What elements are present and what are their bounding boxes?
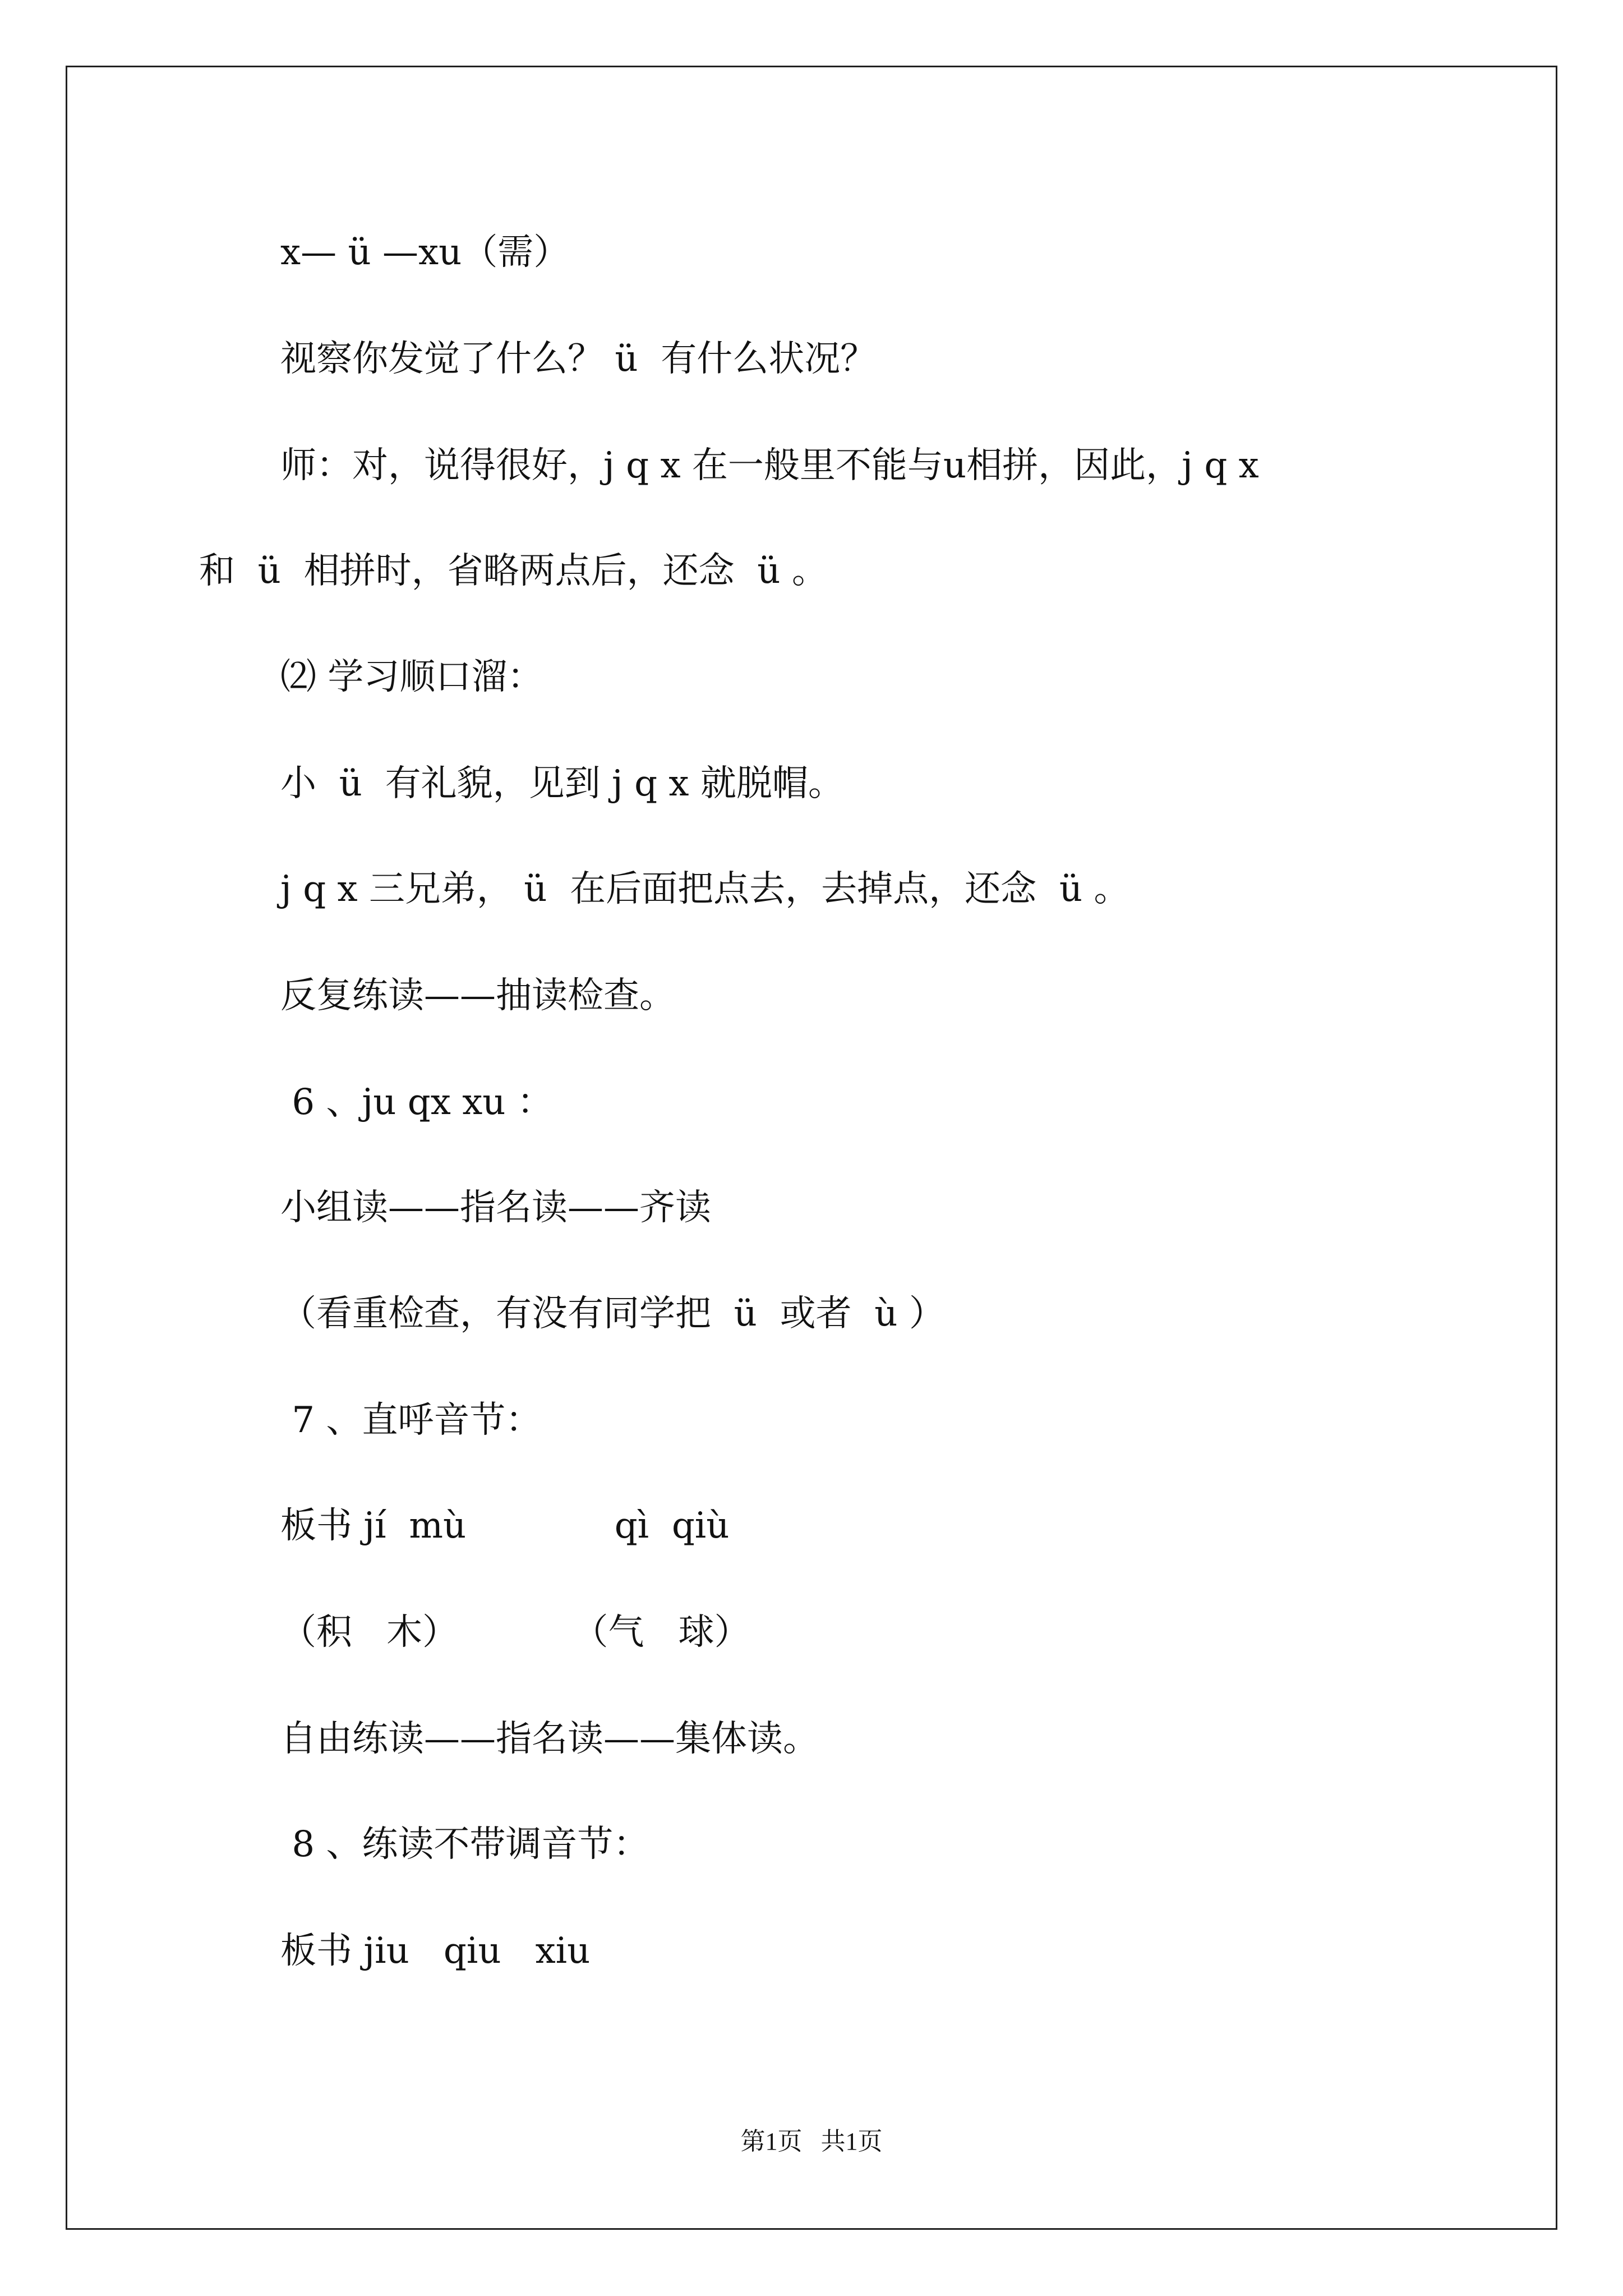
text-line-8: 反复练读——抽读检查。	[280, 975, 675, 1016]
text-line-4: 和 ü 相拼时，省略两点后，还念 ü 。	[199, 550, 828, 592]
text-line-13: 板书 jí mù qì qiù	[280, 1505, 730, 1547]
text-line-5: ⑵ 学习顺口溜：	[280, 656, 543, 698]
text-line-16: 8 、练读不带调音节：	[280, 1824, 649, 1865]
page-border	[66, 66, 1557, 2230]
text-line-1: x— ü —xu（需）	[280, 232, 570, 273]
text-line-3: 师：对，说得很好，j q x 在一般里不能与u相拼，因此，j q x	[280, 445, 1259, 486]
text-line-17: 板书 jiu qiu xiu	[280, 1930, 591, 1972]
text-line-12: 7 、直呼音节：	[280, 1400, 542, 1441]
text-line-6: 小 ü 有礼貌，见到 j q x 就脱帽。	[280, 763, 844, 804]
text-line-14: （积 木） （气 球）	[280, 1612, 750, 1653]
page-footer: 第1页 共1页	[740, 2128, 883, 2155]
text-line-11: （看重检查，有没有同学把 ü 或者 ù ）	[280, 1293, 945, 1335]
text-line-9: 6 、ju qx xu ：	[280, 1082, 553, 1123]
text-line-10: 小组读——指名读——齐读	[280, 1187, 711, 1228]
text-line-2: 视察你发觉了什么？ ü 有什么状况？	[280, 338, 877, 380]
text-line-15: 自由练读——指名读——集体读。	[280, 1718, 819, 1760]
text-line-7: j q x 三兄弟， ü 在后面把点去，去掉点，还念 ü 。	[280, 868, 1130, 910]
